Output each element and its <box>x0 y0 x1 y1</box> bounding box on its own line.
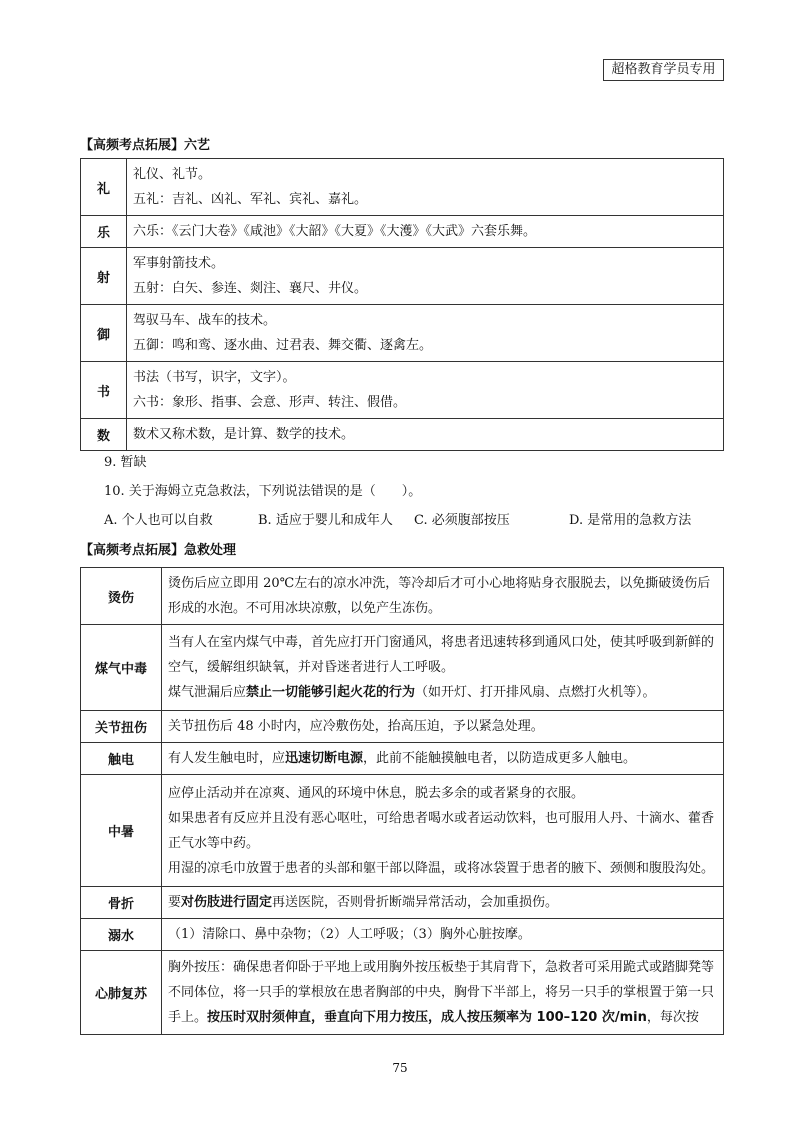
table-row <box>81 743 724 775</box>
row-text: 五射：白矢、参连、剡注、襄尺、井仪。 <box>133 281 368 296</box>
row-text: 六乐：《云门大卷》《咸池》《大韶》《大夏》《大濩》《大武》六套乐舞。 <box>133 224 537 239</box>
row-text: 有人发生触电时，应迅速切断电源，此前不能触摸触电者，以防造成更多人触电。 <box>168 751 637 766</box>
row-text: 礼仪、礼节。 <box>133 167 212 182</box>
row-text: 胸外按压：确保患者仰卧于平地上或用胸外按压板垫于其肩背下，急救者可采用跪式或踏脚凳等不同体位，将一只手的掌根放在患者胸部的中央，胸骨下半部上，将另一只手的掌根置于第一只手上。按压时双肘须伸直，垂直向下用力按压，成人按压频率为 100–120 次/min，每次按 <box>168 960 715 1025</box>
row-key: 乐 <box>81 216 127 248</box>
row-text: 五御：鸣和鸾、逐水曲、过君表、舞交衢、逐禽左。 <box>133 338 433 353</box>
emphasis: 禁止一切能够引起火花的行为 <box>246 685 416 700</box>
table-row <box>81 625 724 711</box>
table-row <box>81 568 724 625</box>
table-row <box>81 887 724 919</box>
table-row <box>81 919 724 951</box>
row-text: 五礼：吉礼、凶礼、军礼、宾礼、嘉礼。 <box>133 192 368 207</box>
row-text: 数术又称术数，是计算、数学的技术。 <box>133 427 355 442</box>
page-number: 75 <box>392 1061 408 1075</box>
row-text: 应停止活动并在凉爽、通风的环境中休息，脱去多余的或者紧身的衣服。 <box>168 785 585 801</box>
table-row <box>81 419 724 451</box>
option-d: D. 是常用的急救方法 <box>569 513 692 528</box>
table-row <box>81 775 724 887</box>
table-row <box>81 159 724 216</box>
row-key: 中暑 <box>81 775 162 887</box>
row-text: 关节扭伤后 48 小时内，应冷敷伤处，抬高压迫，予以紧急处理。 <box>168 719 544 734</box>
liuyi-title: 【高频考点拓展】六艺 <box>80 138 211 153</box>
question-9: 9. 暂缺 <box>104 455 147 470</box>
row-text: 烫伤后应立即用 20℃左右的凉水冲洗，等冷却后才可小心地将贴身衣服脱去，以免撕破烫伤后形成的水泡。不可用冰块凉敷，以免产生冻伤。 <box>168 576 711 616</box>
option-a: A. 个人也可以自救 <box>104 513 213 528</box>
row-text: 驾驭马车、战车的技术。 <box>133 313 277 328</box>
table-row <box>81 216 724 248</box>
table-row <box>81 711 724 743</box>
table-row <box>81 951 724 1035</box>
row-key: 数 <box>81 419 127 451</box>
firstaid-title: 【高频考点拓展】急救处理 <box>80 543 237 558</box>
row-key: 溺水 <box>81 919 162 951</box>
emphasis: 迅速切断电源 <box>285 751 364 766</box>
row-key: 触电 <box>81 743 162 775</box>
row-text: 当有人在室内煤气中毒，首先应打开门窗通风，将患者迅速转移到通风口处，使其呼吸到新鲜的空气，缓解组织缺氧，并对昏迷者进行人工呼吸。 <box>168 635 715 675</box>
option-c: C. 必须腹部按压 <box>414 513 510 528</box>
row-key: 书 <box>81 362 127 419</box>
table-row <box>81 248 724 305</box>
row-key: 骨折 <box>81 887 162 919</box>
row-text: 用湿的凉毛巾放置于患者的头部和躯干部以降温，或将冰袋置于患者的腋下、颈侧和腹股沟处。 <box>168 860 715 876</box>
row-text: （1）清除口、鼻中杂物；（2）人工呼吸；（3）胸外心脏按摩。 <box>168 927 531 942</box>
table-row <box>81 305 724 362</box>
emphasis: 对伤肢进行固定 <box>181 895 273 910</box>
row-key: 射 <box>81 248 127 305</box>
row-key: 煤气中毒 <box>81 625 162 711</box>
header-badge: 超格教育学员专用 <box>603 59 724 81</box>
row-key: 关节扭伤 <box>81 711 162 743</box>
option-b: B. 适应于婴儿和成年人 <box>258 513 393 528</box>
firstaid-table <box>80 567 724 1035</box>
row-text: 六书：象形、指事、会意、形声、转注、假借。 <box>133 395 407 410</box>
row-key: 礼 <box>81 159 127 216</box>
row-text: 军事射箭技术。 <box>133 256 225 271</box>
row-text: 书法（书写，识字，文字）。 <box>133 370 296 385</box>
row-text: 煤气泄漏后应禁止一切能够引起火花的行为（如开灯、打开排风扇、点燃打火机等）。 <box>168 685 656 700</box>
row-text: 要对伤肢进行固定再送医院，否则骨折断端异常活动，会加重损伤。 <box>168 895 559 910</box>
question-10-stem: 10. 关于海姆立克急救法，下列说法错误的是（ ）。 <box>104 484 422 499</box>
row-text: 如果患者有反应并且没有恶心呕吐，可给患者喝水或者运动饮料，也可服用人丹、十滴水、藿香正气水等中药。 <box>168 810 715 851</box>
row-key: 御 <box>81 305 127 362</box>
table-row <box>81 362 724 419</box>
row-key: 心肺复苏 <box>81 951 162 1035</box>
liuyi-table <box>80 158 724 451</box>
row-key: 烫伤 <box>81 568 162 625</box>
emphasis: 按压时双肘须伸直，垂直向下用力按压，成人按压频率为 100–120 次/min <box>207 1010 647 1025</box>
